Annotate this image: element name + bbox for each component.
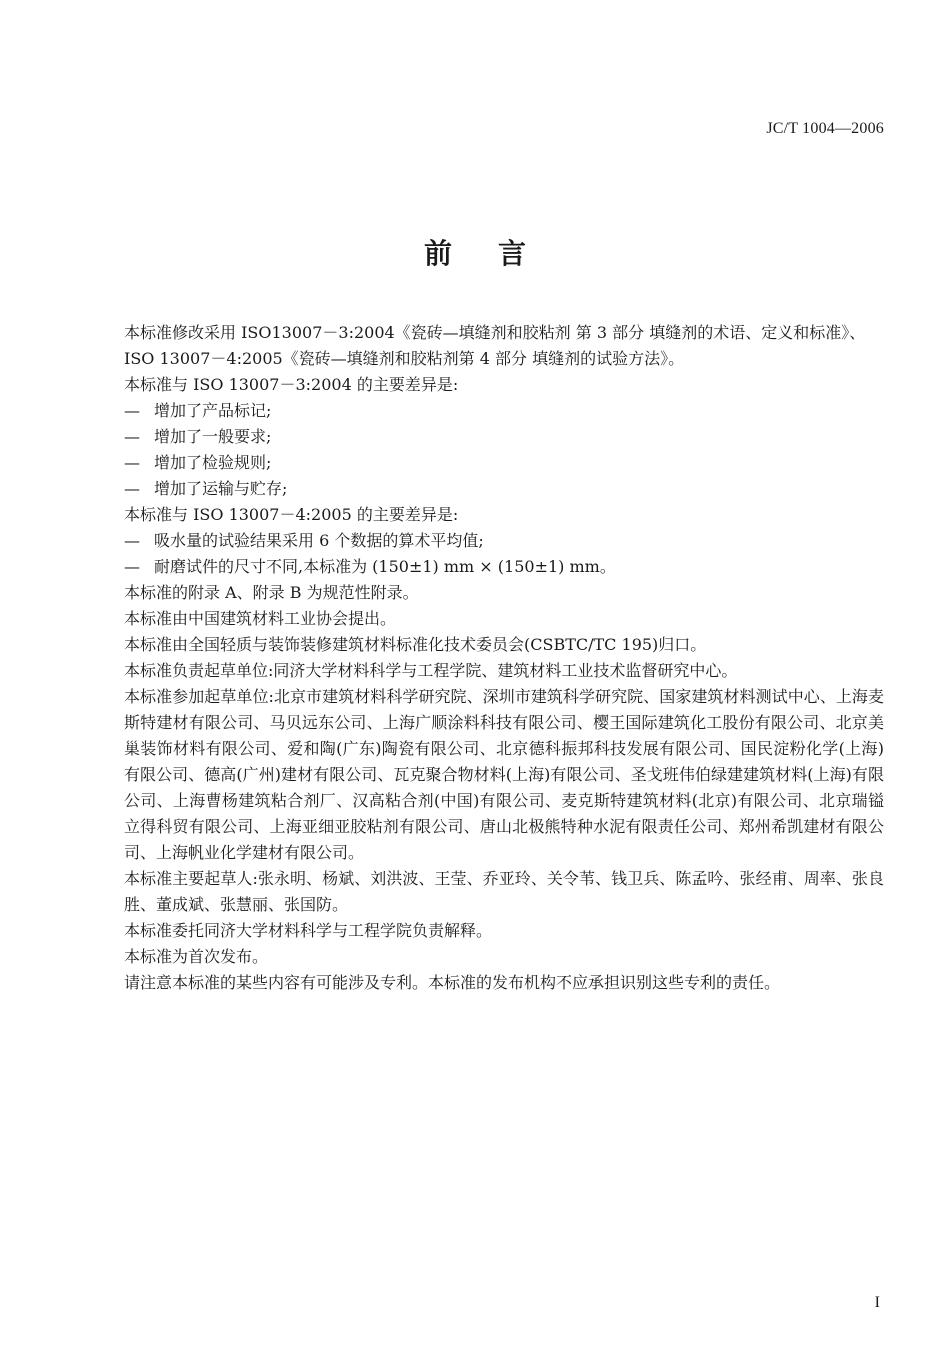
list-item: — 增加了运输与贮存; xyxy=(124,476,884,502)
list-item: — 增加了一般要求; xyxy=(124,424,884,450)
page-number: I xyxy=(874,1294,880,1311)
page-title: 前言 xyxy=(423,237,572,270)
list-item: — 耐磨试件的尺寸不同,本标准为 (150±1) mm × (150±1) mm。 xyxy=(124,554,884,580)
first-release: 本标准为首次发布。 xyxy=(124,947,269,966)
list-item: — 增加了产品标记; xyxy=(124,398,884,424)
annex-statement: 本标准的附录 A、附录 B 为规范性附录。 xyxy=(124,583,419,602)
dash-marker: — xyxy=(124,453,140,472)
standard-number: JC/T 1004—2006 xyxy=(766,120,884,137)
list-item: — 增加了检验规则; xyxy=(124,450,884,476)
dash-marker: — xyxy=(124,531,140,550)
list-item: — 吸水量的试验结果采用 6 个数据的算术平均值; xyxy=(124,528,884,554)
dash-marker: — xyxy=(124,557,140,576)
adoption-line-1: 本标准修改采用 ISO13007－3:2004《瓷砖—填缝剂和胶粘剂 第 3 部分 填缝剂的术语、定义和标准》、 xyxy=(124,323,866,342)
interpretation: 本标准委托同济大学材料科学与工程学院负责解释。 xyxy=(124,921,493,940)
diff-intro-part4: 本标准与 ISO 13007－4:2005 的主要差异是: xyxy=(124,505,459,524)
responsible-units: 本标准负责起草单位:同济大学材料科学与工程学院、建筑材料工业技术监督研究中心。 xyxy=(124,661,738,680)
dash-marker: — xyxy=(124,401,140,420)
proposed-by: 本标准由中国建筑材料工业协会提出。 xyxy=(124,609,397,628)
dash-marker: — xyxy=(124,427,140,446)
managed-by: 本标准由全国轻质与装饰装修建筑材料标准化技术委员会(CSBTC/TC 195)归口。 xyxy=(124,635,707,654)
adoption-line-2: ISO 13007－4:2005《瓷砖—填缝剂和胶粘剂第 4 部分 填缝剂的试验方法》。 xyxy=(124,349,685,368)
dash-marker: — xyxy=(124,479,140,498)
main-drafters: 本标准主要起草人:张永明、杨斌、刘洪波、王莹、乔亚玲、关令苇、钱卫兵、陈孟吟、张经甫、周率、张良胜、董成斌、张慧丽、张国防。 xyxy=(124,869,884,914)
participating-units: 本标准参加起草单位:北京市建筑材料科学研究院、深圳市建筑科学研究院、国家建筑材料测试中心、上海麦斯特建材有限公司、马贝远东公司、上海广顺涂料科技有限公司、樱王国际建筑化工股份有限公司、北京美巢装饰材料有限公司、爱和陶(广东)陶瓷有限公司、北京德科振邦科技发展有限公司、国民淀粉化学(上海)有限公司、德高(广州)建材有限公司、瓦克聚合物材料(上海)有限公司、圣戈班伟伯绿建建筑材料(上海)有限公司、上海曹杨建筑粘合剂厂、汉高粘合剂(中国)有限公司、麦克斯特建筑材料(北京)有限公司、北京瑞镒立得科贸有限公司、上海亚细亚胶粘剂有限公司、唐山北极熊特种水泥有限责任公司、郑州希凯建材有限公司、上海帆业化学建材有限公司。 xyxy=(124,687,884,862)
diff-intro-part3: 本标准与 ISO 13007－3:2004 的主要差异是: xyxy=(124,375,459,394)
patent-notice: 请注意本标准的某些内容有可能涉及专利。本标准的发布机构不应承担识别这些专利的责任。 xyxy=(124,973,781,992)
foreword-body xyxy=(124,320,884,996)
